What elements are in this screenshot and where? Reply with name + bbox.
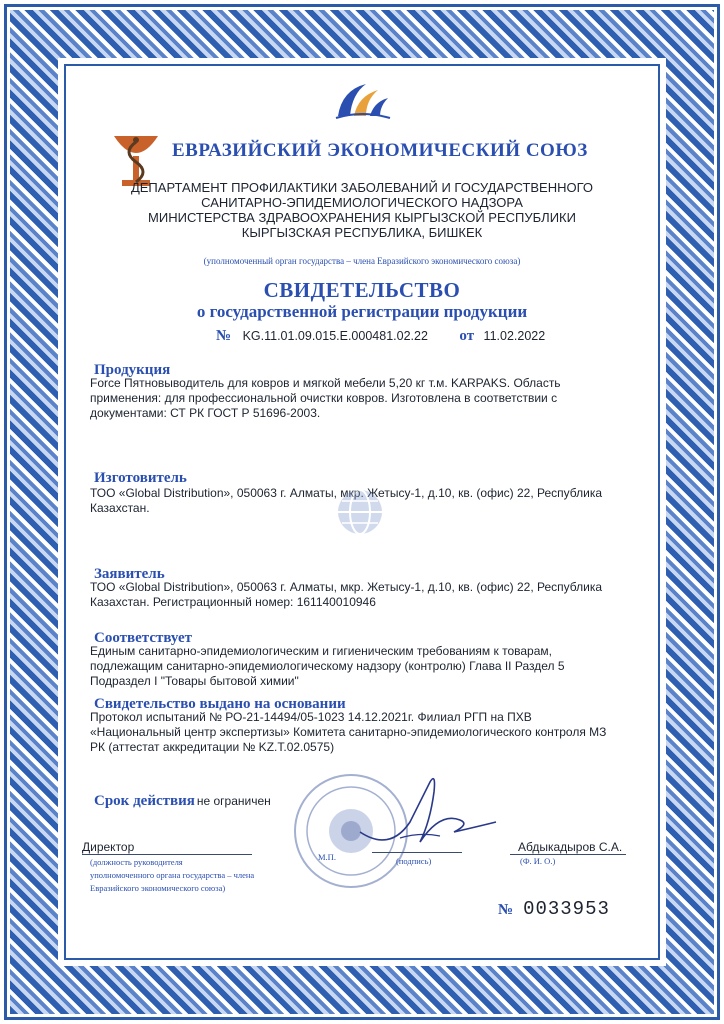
certificate-number: KG.11.01.09.015.E.000481.02.22 xyxy=(242,329,428,343)
position-note-line: уполномоченного органа государства – члена xyxy=(90,870,255,880)
name-note: (Ф. И. О.) xyxy=(520,856,556,866)
director-signature xyxy=(350,762,500,862)
serial-value: 0033953 xyxy=(523,898,610,920)
section-text-basis: Протокол испытаний № РО-21-14494/05-1023 14.12.2021г. Филиал РГП на ПХВ «Национальный центр экспертизы» Комитета санитарно-эпидемиологического контроля МЗ РК (аттестат аккредитации № KZ.T.02.0575) xyxy=(90,710,607,754)
authorized-body-note: (уполномоченный орган государства – члена Евразийского экономического союза) xyxy=(203,256,521,266)
section-text-applicant: ТОО «Global Distribution», 050063 г. Алматы, мкр. Жетысу-1, д.10, кв. (офис) 22, Республика Казахстан. Регистрационный номер: 161140010946 xyxy=(90,580,603,609)
section-heading-applicant: Заявитель xyxy=(94,566,165,582)
position-underline xyxy=(82,854,252,855)
department-line: КЫРГЫЗСКАЯ РЕСПУБЛИКА, БИШКЕК xyxy=(241,225,483,240)
section-heading-product: Продукция xyxy=(94,362,171,378)
serial-label: № xyxy=(498,902,514,918)
validity-row xyxy=(94,792,271,810)
director-title: Директор xyxy=(82,840,135,854)
position-note-line: (должность руководителя xyxy=(90,857,183,867)
number-label: № xyxy=(216,328,232,344)
validity-value: не ограничен xyxy=(196,794,271,808)
globe-watermark-icon xyxy=(334,486,386,538)
department-line: ДЕПАРТАМЕНТ ПРОФИЛАКТИКИ ЗАБОЛЕВАНИЙ И ГОСУДАРСТВЕННОГО xyxy=(130,180,594,195)
department-line: САНИТАРНО-ЭПИДЕМИОЛОГИЧЕСКОГО НАДЗОРА xyxy=(201,195,523,210)
section-text-manufacturer: ТОО «Global Distribution», 050063 г. Алматы, мкр. Жетысу-1, д.10, кв. (офис) 22, Республика Казахстан. xyxy=(90,486,603,515)
section-text-conformity: Единым санитарно-эпидемиологическим и гигиеническим требованиям к товарам, подлежащим санитарно-эпидемиологическому надзору (контролю) Глава II Раздел 5 Подраздел I "Товары бытовой химии" xyxy=(90,644,565,688)
department-block xyxy=(122,180,602,240)
certificate-subtitle: о государственной регистрации продукции xyxy=(196,302,528,321)
stamp-place-label: М.П. xyxy=(318,852,336,862)
section-heading-basis: Свидетельство выдано на основании xyxy=(94,696,346,712)
section-text-product: Force Пятновыводитель для ковров и мягкой мебели 5,20 кг т.м. KARPAKS. Область применения: для профессиональной очистки ковров. Изготовлена в соответствии с документами: СТ РК ГОСТ Р 51696-2003. xyxy=(90,376,561,420)
position-note-line: Евразийского экономического союза) xyxy=(90,883,226,893)
section-heading-conformity: Соответствует xyxy=(94,630,192,646)
certificate-title: СВИДЕТЕЛЬСТВО xyxy=(263,278,461,302)
certificate-content xyxy=(66,66,658,958)
validity-heading: Срок действия xyxy=(94,793,195,809)
director-name: Абдыкадыров С.А. xyxy=(518,840,623,854)
union-title: ЕВРАЗИЙСКИЙ ЭКОНОМИЧЕСКИЙ СОЮЗ xyxy=(172,140,588,161)
department-line: МИНИСТЕРСТВА ЗДРАВООХРАНЕНИЯ КЫРГЫЗСКОЙ РЕСПУБЛИКИ xyxy=(148,210,576,225)
signature-note: (подпись) xyxy=(396,856,432,866)
date-label: от xyxy=(459,328,475,344)
name-underline xyxy=(510,854,626,855)
section-heading-manufacturer: Изготовитель xyxy=(94,470,187,486)
position-note xyxy=(90,856,260,895)
signature-underline xyxy=(372,852,462,853)
eaeu-logo-icon xyxy=(332,76,392,124)
certificate-number-row xyxy=(216,328,545,345)
form-serial-number xyxy=(498,898,610,920)
certificate-date: 11.02.2022 xyxy=(483,329,546,343)
